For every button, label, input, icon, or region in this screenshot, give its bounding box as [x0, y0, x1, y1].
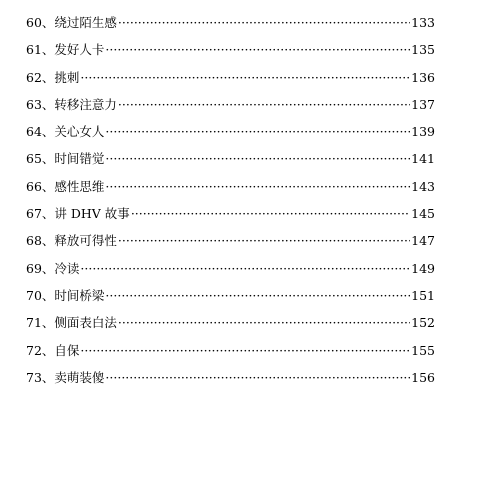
- toc-entry-page: 151: [411, 287, 435, 303]
- toc-entry-page: 141: [411, 151, 435, 167]
- toc-entry[interactable]: [26, 36, 435, 63]
- toc-entry[interactable]: [26, 173, 435, 200]
- toc-entry-number: 73、: [26, 369, 55, 385]
- table-of-contents: [26, 9, 435, 391]
- toc-entry-number: 63、: [26, 96, 55, 112]
- toc-entry-title: 发好人卡: [54, 42, 105, 58]
- toc-entry-title: 时间错觉: [54, 151, 105, 167]
- toc-entry[interactable]: [26, 337, 435, 364]
- toc-entry-title: 释放可得性: [54, 233, 117, 249]
- toc-dot-leader: [118, 9, 410, 36]
- toc-entry-number: 67、: [26, 206, 55, 222]
- toc-entry-page: 133: [411, 15, 435, 30]
- toc-entry-title: 冷读: [54, 260, 80, 276]
- toc-entry-title: 讲 DHV 故事: [54, 206, 130, 222]
- toc-entry[interactable]: [26, 200, 435, 227]
- toc-entry-title: 自保: [54, 342, 80, 358]
- toc-entry-page: 156: [411, 369, 435, 385]
- toc-dot-leader: [80, 255, 410, 282]
- toc-entry[interactable]: [26, 91, 435, 118]
- toc-entry-number: 72、: [26, 342, 55, 358]
- toc-entry[interactable]: [26, 255, 435, 282]
- toc-entry-title: 时间桥梁: [54, 287, 105, 303]
- toc-entry-number: 65、: [26, 151, 55, 167]
- toc-entry[interactable]: [26, 364, 435, 391]
- toc-entry-number: 60、: [26, 15, 55, 30]
- toc-dot-leader: [105, 364, 410, 391]
- toc-entry-page: 139: [411, 124, 435, 140]
- toc-entry-title: 感性思维: [54, 178, 105, 194]
- toc-entry-title: 关心女人: [54, 124, 105, 140]
- toc-dot-leader: [105, 282, 410, 309]
- toc-entry-page: 137: [411, 96, 435, 112]
- toc-entry-number: 62、: [26, 69, 55, 85]
- toc-entry-number: 68、: [26, 233, 55, 249]
- toc-entry-page: 155: [411, 342, 435, 358]
- toc-entry[interactable]: [26, 145, 435, 172]
- toc-entry-page: 136: [411, 69, 435, 85]
- toc-dot-leader: [80, 64, 410, 91]
- toc-entry-title: 侧面表白法: [54, 315, 117, 331]
- toc-dot-leader: [105, 145, 410, 172]
- toc-entry-page: 145: [411, 206, 435, 222]
- toc-entry[interactable]: [26, 227, 435, 254]
- toc-entry-page: 135: [411, 42, 435, 58]
- toc-entry[interactable]: [26, 64, 435, 91]
- toc-dot-leader: [118, 91, 410, 118]
- toc-entry-page: 149: [411, 260, 435, 276]
- toc-dot-leader: [105, 36, 410, 63]
- toc-entry-number: 66、: [26, 178, 55, 194]
- toc-entry-title: 卖萌装傻: [54, 369, 105, 385]
- toc-dot-leader: [105, 118, 410, 145]
- toc-entry-page: 147: [411, 233, 435, 249]
- toc-entry[interactable]: [26, 118, 435, 145]
- toc-entry[interactable]: [26, 309, 435, 336]
- toc-entry-title: 挑刺: [54, 69, 80, 85]
- toc-entry-number: 71、: [26, 315, 55, 331]
- toc-entry-number: 61、: [26, 42, 55, 58]
- toc-entry-number: 69、: [26, 260, 55, 276]
- toc-dot-leader: [118, 227, 410, 254]
- toc-entry[interactable]: [26, 282, 435, 309]
- toc-entry-page: 152: [411, 315, 435, 331]
- toc-entry-title: 转移注意力: [54, 96, 117, 112]
- toc-dot-leader: [118, 309, 410, 336]
- toc-dot-leader: [131, 200, 410, 227]
- toc-entry-title: 绕过陌生感: [54, 15, 117, 30]
- toc-dot-leader: [105, 173, 410, 200]
- toc-entry[interactable]: [26, 9, 435, 36]
- toc-entry-page: 143: [411, 178, 435, 194]
- toc-entry-number: 70、: [26, 287, 55, 303]
- toc-dot-leader: [80, 337, 410, 364]
- toc-entry-number: 64、: [26, 124, 55, 140]
